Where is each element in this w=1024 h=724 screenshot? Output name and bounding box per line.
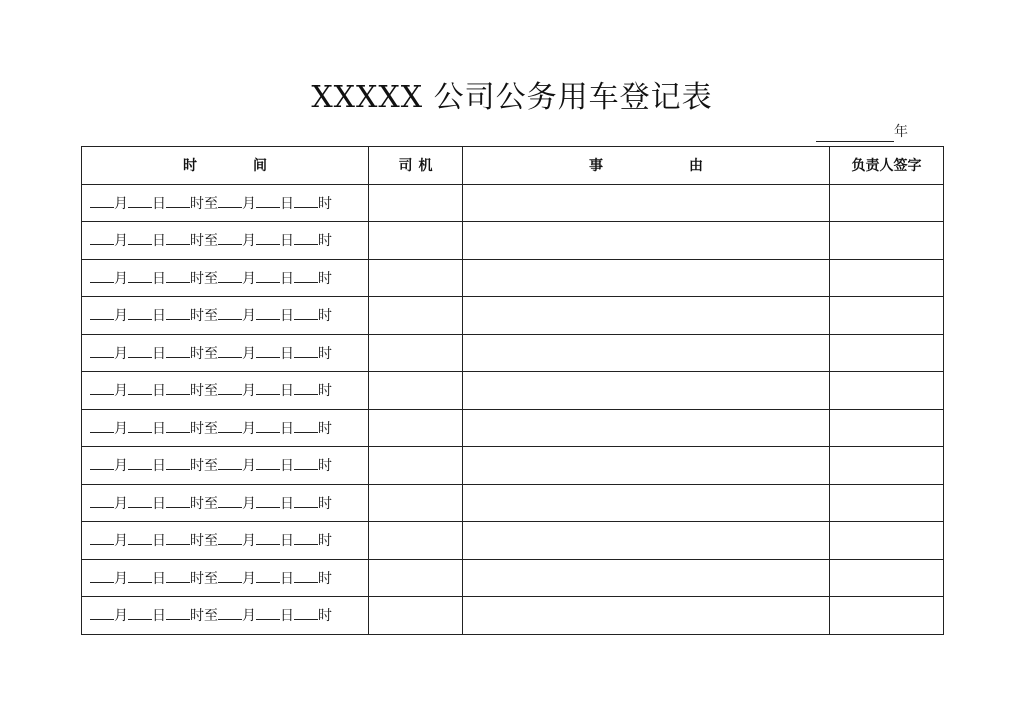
time-unit-label: 月 (242, 495, 256, 512)
time-unit-label: 日 (280, 495, 294, 512)
reason-cell[interactable] (463, 372, 830, 410)
signature-cell[interactable] (830, 334, 944, 372)
end-month-blank[interactable] (218, 305, 242, 320)
end-day-blank[interactable] (256, 230, 280, 245)
signature-cell[interactable] (830, 559, 944, 597)
start-month-blank[interactable] (90, 418, 114, 433)
time-unit-label: 日 (152, 270, 166, 287)
time-unit-label: 日 (152, 420, 166, 437)
end-month-blank[interactable] (218, 568, 242, 583)
start-hour-blank[interactable] (166, 305, 190, 320)
table-header-row (82, 147, 944, 185)
start-month-blank[interactable] (90, 343, 114, 358)
table-row (82, 409, 944, 447)
end-hour-blank[interactable] (294, 530, 318, 545)
end-hour-blank[interactable] (294, 455, 318, 470)
time-range-cell[interactable] (82, 259, 369, 297)
end-hour-blank[interactable] (294, 568, 318, 583)
time-unit-label: 日 (152, 570, 166, 587)
end-month-blank[interactable] (218, 343, 242, 358)
start-hour-blank[interactable] (166, 268, 190, 283)
table-row (82, 184, 944, 222)
start-hour-blank[interactable] (166, 455, 190, 470)
time-unit-label: 日 (152, 345, 166, 362)
signature-cell[interactable] (830, 447, 944, 485)
year-label: 年 (894, 124, 908, 140)
start-hour-blank[interactable] (166, 380, 190, 395)
time-unit-label: 月 (114, 195, 128, 212)
table-row (82, 484, 944, 522)
reason-cell[interactable] (463, 297, 830, 335)
time-unit-label: 月 (114, 383, 128, 400)
time-range-cell[interactable] (82, 372, 369, 410)
reason-cell[interactable] (463, 334, 830, 372)
start-month-blank[interactable] (90, 305, 114, 320)
time-unit-label: 日 (152, 495, 166, 512)
time-unit-label: 日 (152, 308, 166, 325)
table-row (82, 522, 944, 560)
time-unit-label: 时至 (190, 458, 218, 475)
driver-cell[interactable] (369, 184, 463, 222)
time-unit-label: 时 (318, 308, 332, 325)
time-range-cell[interactable] (82, 447, 369, 485)
signature-cell[interactable] (830, 597, 944, 635)
time-unit-label: 日 (152, 608, 166, 625)
time-unit-label: 日 (280, 383, 294, 400)
start-month-blank[interactable] (90, 493, 114, 508)
time-range-cell[interactable] (82, 409, 369, 447)
start-hour-blank[interactable] (166, 193, 190, 208)
end-day-blank[interactable] (256, 493, 280, 508)
table-row (82, 597, 944, 635)
time-unit-label: 时至 (190, 608, 218, 625)
driver-cell[interactable] (369, 372, 463, 410)
time-unit-label: 时至 (190, 420, 218, 437)
time-unit-label: 月 (114, 420, 128, 437)
time-unit-label: 时 (318, 533, 332, 550)
year-field (816, 122, 908, 142)
time-unit-label: 月 (242, 270, 256, 287)
end-day-blank[interactable] (256, 455, 280, 470)
time-unit-label: 月 (114, 570, 128, 587)
start-hour-blank[interactable] (166, 343, 190, 358)
end-month-blank[interactable] (218, 605, 242, 620)
table-row (82, 259, 944, 297)
end-month-blank[interactable] (218, 380, 242, 395)
page-title: XXXXX 公司公务用车登记表 (311, 80, 713, 115)
time-unit-label: 日 (280, 458, 294, 475)
time-unit-label: 时 (318, 345, 332, 362)
time-unit-label: 月 (114, 308, 128, 325)
time-unit-label: 日 (280, 533, 294, 550)
end-day-blank[interactable] (256, 605, 280, 620)
time-unit-label: 时 (318, 458, 332, 475)
start-hour-blank[interactable] (166, 230, 190, 245)
time-unit-label: 时 (318, 233, 332, 250)
signature-cell[interactable] (830, 259, 944, 297)
driver-cell[interactable] (369, 522, 463, 560)
reason-cell[interactable] (463, 222, 830, 260)
driver-cell[interactable] (369, 409, 463, 447)
time-unit-label: 月 (114, 608, 128, 625)
start-day-blank[interactable] (128, 605, 152, 620)
reason-cell[interactable] (463, 597, 830, 635)
start-month-blank[interactable] (90, 380, 114, 395)
end-month-blank[interactable] (218, 268, 242, 283)
start-day-blank[interactable] (128, 418, 152, 433)
header-driver: 司机 (369, 147, 463, 185)
time-unit-label: 日 (280, 345, 294, 362)
header-reason: 事由 (463, 147, 830, 185)
time-unit-label: 月 (242, 608, 256, 625)
time-unit-label: 日 (152, 233, 166, 250)
end-day-blank[interactable] (256, 418, 280, 433)
time-unit-label: 日 (280, 420, 294, 437)
end-hour-blank[interactable] (294, 343, 318, 358)
end-day-blank[interactable] (256, 380, 280, 395)
signature-cell[interactable] (830, 409, 944, 447)
time-unit-label: 日 (280, 570, 294, 587)
table-row (82, 297, 944, 335)
vehicle-log-table (81, 146, 944, 635)
end-hour-blank[interactable] (294, 193, 318, 208)
table-row (82, 222, 944, 260)
header-time: 时间 (82, 147, 369, 185)
start-hour-blank[interactable] (166, 530, 190, 545)
start-hour-blank[interactable] (166, 605, 190, 620)
reason-cell[interactable] (463, 484, 830, 522)
signature-cell[interactable] (830, 372, 944, 410)
start-day-blank[interactable] (128, 268, 152, 283)
time-unit-label: 月 (242, 233, 256, 250)
reason-cell[interactable] (463, 559, 830, 597)
time-range-cell[interactable] (82, 484, 369, 522)
end-hour-blank[interactable] (294, 605, 318, 620)
time-unit-label: 月 (242, 420, 256, 437)
start-hour-blank[interactable] (166, 568, 190, 583)
end-hour-blank[interactable] (294, 230, 318, 245)
end-hour-blank[interactable] (294, 268, 318, 283)
time-unit-label: 时至 (190, 533, 218, 550)
start-day-blank[interactable] (128, 193, 152, 208)
driver-cell[interactable] (369, 297, 463, 335)
time-range-cell[interactable] (82, 334, 369, 372)
signature-cell[interactable] (830, 297, 944, 335)
end-hour-blank[interactable] (294, 380, 318, 395)
driver-cell[interactable] (369, 334, 463, 372)
reason-cell[interactable] (463, 522, 830, 560)
start-day-blank[interactable] (128, 230, 152, 245)
driver-cell[interactable] (369, 597, 463, 635)
end-day-blank[interactable] (256, 305, 280, 320)
reason-cell[interactable] (463, 184, 830, 222)
time-unit-label: 月 (114, 495, 128, 512)
driver-cell[interactable] (369, 259, 463, 297)
end-hour-blank[interactable] (294, 493, 318, 508)
start-day-blank[interactable] (128, 380, 152, 395)
driver-cell[interactable] (369, 222, 463, 260)
time-range-cell[interactable] (82, 522, 369, 560)
time-unit-label: 时至 (190, 345, 218, 362)
time-unit-label: 日 (152, 458, 166, 475)
time-unit-label: 时 (318, 495, 332, 512)
reason-cell[interactable] (463, 447, 830, 485)
time-unit-label: 时 (318, 570, 332, 587)
time-unit-label: 月 (242, 195, 256, 212)
time-unit-label: 月 (242, 458, 256, 475)
time-range-cell[interactable] (82, 184, 369, 222)
header-signature: 负责人签字 (830, 147, 944, 185)
end-month-blank[interactable] (218, 455, 242, 470)
time-unit-label: 时至 (190, 270, 218, 287)
end-month-blank[interactable] (218, 230, 242, 245)
time-unit-label: 月 (242, 533, 256, 550)
time-unit-label: 日 (152, 533, 166, 550)
time-unit-label: 月 (114, 458, 128, 475)
start-month-blank[interactable] (90, 268, 114, 283)
table-row (82, 372, 944, 410)
time-unit-label: 时 (318, 420, 332, 437)
start-month-blank[interactable] (90, 455, 114, 470)
driver-cell[interactable] (369, 484, 463, 522)
reason-cell[interactable] (463, 409, 830, 447)
time-range-cell[interactable] (82, 559, 369, 597)
end-day-blank[interactable] (256, 193, 280, 208)
end-hour-blank[interactable] (294, 418, 318, 433)
time-unit-label: 日 (280, 608, 294, 625)
time-unit-label: 日 (280, 233, 294, 250)
signature-cell[interactable] (830, 222, 944, 260)
time-unit-label: 月 (242, 345, 256, 362)
time-unit-label: 时至 (190, 308, 218, 325)
time-unit-label: 时至 (190, 195, 218, 212)
start-month-blank[interactable] (90, 193, 114, 208)
start-hour-blank[interactable] (166, 418, 190, 433)
time-unit-label: 日 (280, 308, 294, 325)
time-unit-label: 日 (152, 195, 166, 212)
table-body (82, 184, 944, 634)
time-unit-label: 时至 (190, 495, 218, 512)
end-month-blank[interactable] (218, 418, 242, 433)
start-day-blank[interactable] (128, 530, 152, 545)
start-day-blank[interactable] (128, 305, 152, 320)
end-day-blank[interactable] (256, 530, 280, 545)
time-range-cell[interactable] (82, 297, 369, 335)
reason-cell[interactable] (463, 259, 830, 297)
end-day-blank[interactable] (256, 343, 280, 358)
start-day-blank[interactable] (128, 343, 152, 358)
start-month-blank[interactable] (90, 605, 114, 620)
signature-cell[interactable] (830, 522, 944, 560)
end-month-blank[interactable] (218, 193, 242, 208)
time-unit-label: 时至 (190, 383, 218, 400)
time-unit-label: 时 (318, 270, 332, 287)
time-unit-label: 月 (114, 345, 128, 362)
start-month-blank[interactable] (90, 230, 114, 245)
signature-cell[interactable] (830, 184, 944, 222)
time-unit-label: 时 (318, 608, 332, 625)
time-unit-label: 时至 (190, 233, 218, 250)
time-range-cell[interactable] (82, 222, 369, 260)
table-row (82, 559, 944, 597)
time-unit-label: 月 (242, 383, 256, 400)
time-unit-label: 时 (318, 195, 332, 212)
time-unit-label: 日 (280, 195, 294, 212)
end-month-blank[interactable] (218, 530, 242, 545)
time-range-cell[interactable] (82, 597, 369, 635)
end-day-blank[interactable] (256, 268, 280, 283)
time-unit-label: 月 (114, 233, 128, 250)
driver-cell[interactable] (369, 447, 463, 485)
time-unit-label: 月 (242, 308, 256, 325)
time-unit-label: 月 (114, 270, 128, 287)
driver-cell[interactable] (369, 559, 463, 597)
table-row (82, 334, 944, 372)
time-unit-label: 月 (114, 533, 128, 550)
time-unit-label: 月 (242, 570, 256, 587)
time-unit-label: 日 (152, 383, 166, 400)
time-unit-label: 日 (280, 270, 294, 287)
start-month-blank[interactable] (90, 568, 114, 583)
start-day-blank[interactable] (128, 455, 152, 470)
start-day-blank[interactable] (128, 493, 152, 508)
start-hour-blank[interactable] (166, 493, 190, 508)
time-unit-label: 时 (318, 383, 332, 400)
start-month-blank[interactable] (90, 530, 114, 545)
table-row (82, 447, 944, 485)
time-unit-label: 时至 (190, 570, 218, 587)
signature-cell[interactable] (830, 484, 944, 522)
end-day-blank[interactable] (256, 568, 280, 583)
end-month-blank[interactable] (218, 493, 242, 508)
year-blank[interactable] (816, 125, 894, 142)
end-hour-blank[interactable] (294, 305, 318, 320)
start-day-blank[interactable] (128, 568, 152, 583)
